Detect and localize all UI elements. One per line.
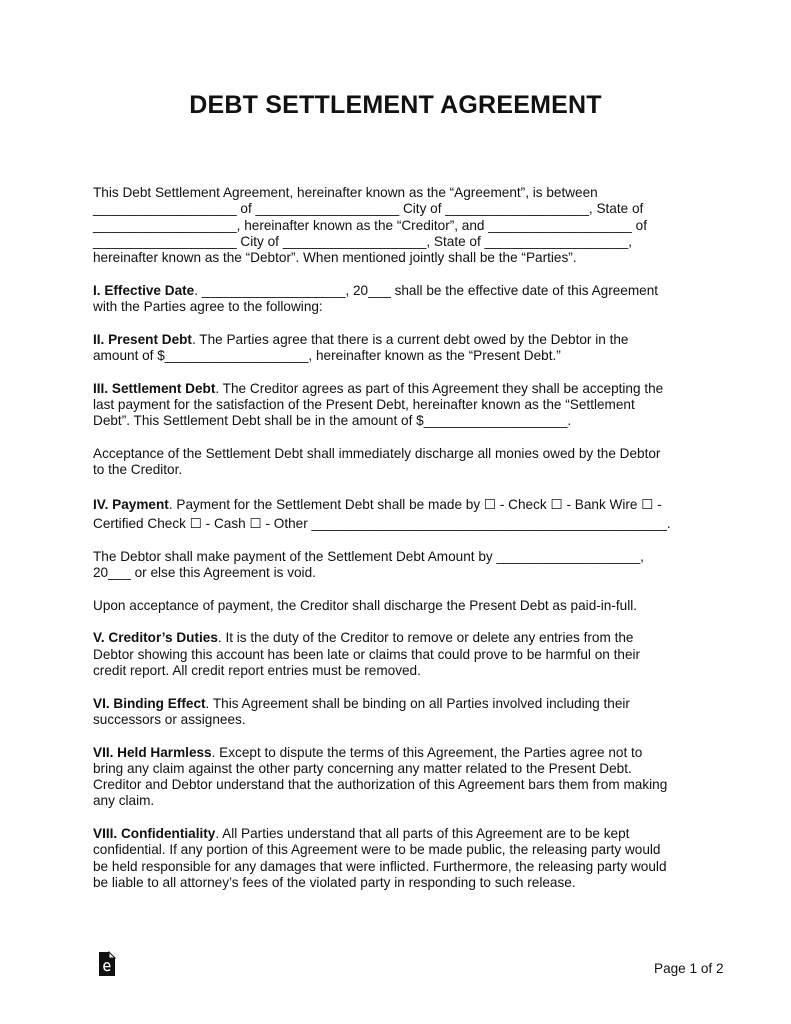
confidentiality-section (93, 826, 703, 891)
section-text: . Except to dispute the terms of this Agreement, the Parties agree not to (211, 744, 643, 760)
section-text: Debtor showing this account has been late or claims that could prove to be harmful on their (93, 646, 641, 662)
paragraph-line: 20___ or else this Agreement is void. (93, 565, 316, 581)
section-heading: III. Settlement Debt (93, 380, 216, 396)
upon-acceptance-paragraph (93, 598, 703, 614)
section-text: . This Agreement shall be binding on all Parties involved including their (205, 695, 630, 711)
section-text: . The Creditor agrees as part of this Agreement they shall be accepting the (215, 380, 664, 396)
section-text: . Payment for the Settlement Debt shall be made by ☐ - Check ☐ - Bank Wire ☐ - (168, 496, 662, 512)
creditor-duties-section (93, 630, 703, 679)
section-heading: I. Effective Date (93, 282, 195, 298)
payment-section (93, 495, 703, 533)
document-body (93, 185, 703, 907)
section-heading: VIII. Confidentiality (93, 825, 216, 841)
section-text: Creditor and Debtor understand that the authorization of this Agreement bars them from making (93, 777, 668, 793)
intro-line: ___________________, hereinafter known as the “Creditor”, and ___________________ of (93, 217, 648, 233)
intro-line: This Debt Settlement Agreement, hereinafter known as the “Agreement”, is between (93, 185, 598, 200)
section-heading: V. Creditor’s Duties (93, 630, 218, 646)
paragraph-line: to the Creditor. (93, 462, 183, 478)
document-title: DEBT SETTLEMENT AGREEMENT (189, 91, 602, 119)
section-text: . ___________________, 20___ shall be the effective date of this Agreement (194, 282, 659, 298)
section-text: with the Parties agree to the following: (93, 299, 323, 315)
section-text: . It is the duty of the Creditor to remove or delete any entries from the (217, 630, 634, 646)
section-text: credit report. All credit report entries must be removed. (93, 663, 421, 679)
eforms-logo-icon (97, 951, 117, 977)
intro-line: ___________________ of ___________________ City of ___________________, State of (93, 201, 644, 217)
section-heading: VI. Binding Effect (93, 695, 206, 711)
settlement-debt-section (93, 381, 703, 430)
section-text: Certified Check ☐ - Cash ☐ - Other _______________________________________________. (93, 515, 671, 531)
paragraph-line: Acceptance of the Settlement Debt shall immediately discharge all monies owed by the Debtor (93, 445, 661, 461)
intro-line: hereinafter known as the “Debtor”. When mentioned jointly shall be the “Parties”. (93, 250, 577, 266)
section-heading: VII. Held Harmless (93, 744, 212, 760)
acceptance-paragraph (93, 446, 703, 479)
present-debt-section (93, 332, 703, 365)
intro-paragraph (93, 185, 703, 266)
effective-date-section (93, 283, 703, 316)
section-text: any claim. (93, 793, 155, 809)
paragraph-line: The Debtor shall make payment of the Settlement Debt Amount by ___________________, (93, 548, 644, 564)
section-text: be held responsible for any damages that were inflicted. Furthermore, the releasing party would (93, 858, 667, 874)
section-text: Debt”. This Settlement Debt shall be in the amount of $___________________. (93, 413, 572, 429)
section-heading: IV. Payment (93, 496, 169, 512)
paragraph-line: Upon acceptance of payment, the Creditor shall discharge the Present Debt as paid-in-full. (93, 597, 638, 613)
held-harmless-section (93, 745, 703, 810)
debtor-payment-paragraph (93, 549, 703, 582)
section-text: bring any claim against the other party concerning any matter related to the Present Debt. (93, 760, 632, 776)
section-text: last payment for the satisfaction of the Present Debt, hereinafter known as the “Settlement (93, 396, 635, 412)
intro-line: ___________________ City of ___________________, State of ___________________, (93, 233, 632, 249)
section-text: confidential. If any portion of this Agreement were to be made public, the releasing party would (93, 842, 661, 858)
section-text: successors or assignees. (93, 711, 246, 727)
section-text: amount of $___________________, hereinafter known as the “Present Debt.” (93, 347, 561, 363)
page-number: Page 1 of 2 (654, 961, 724, 976)
section-text: . All Parties understand that all parts of this Agreement are to be kept (215, 825, 630, 841)
binding-effect-section (93, 696, 703, 729)
section-heading: II. Present Debt (93, 331, 192, 347)
section-text: . The Parties agree that there is a current debt owed by the Debtor in the (191, 331, 629, 347)
section-text: be liable to all attorney’s fees of the violated party in responding to such release. (93, 874, 576, 890)
